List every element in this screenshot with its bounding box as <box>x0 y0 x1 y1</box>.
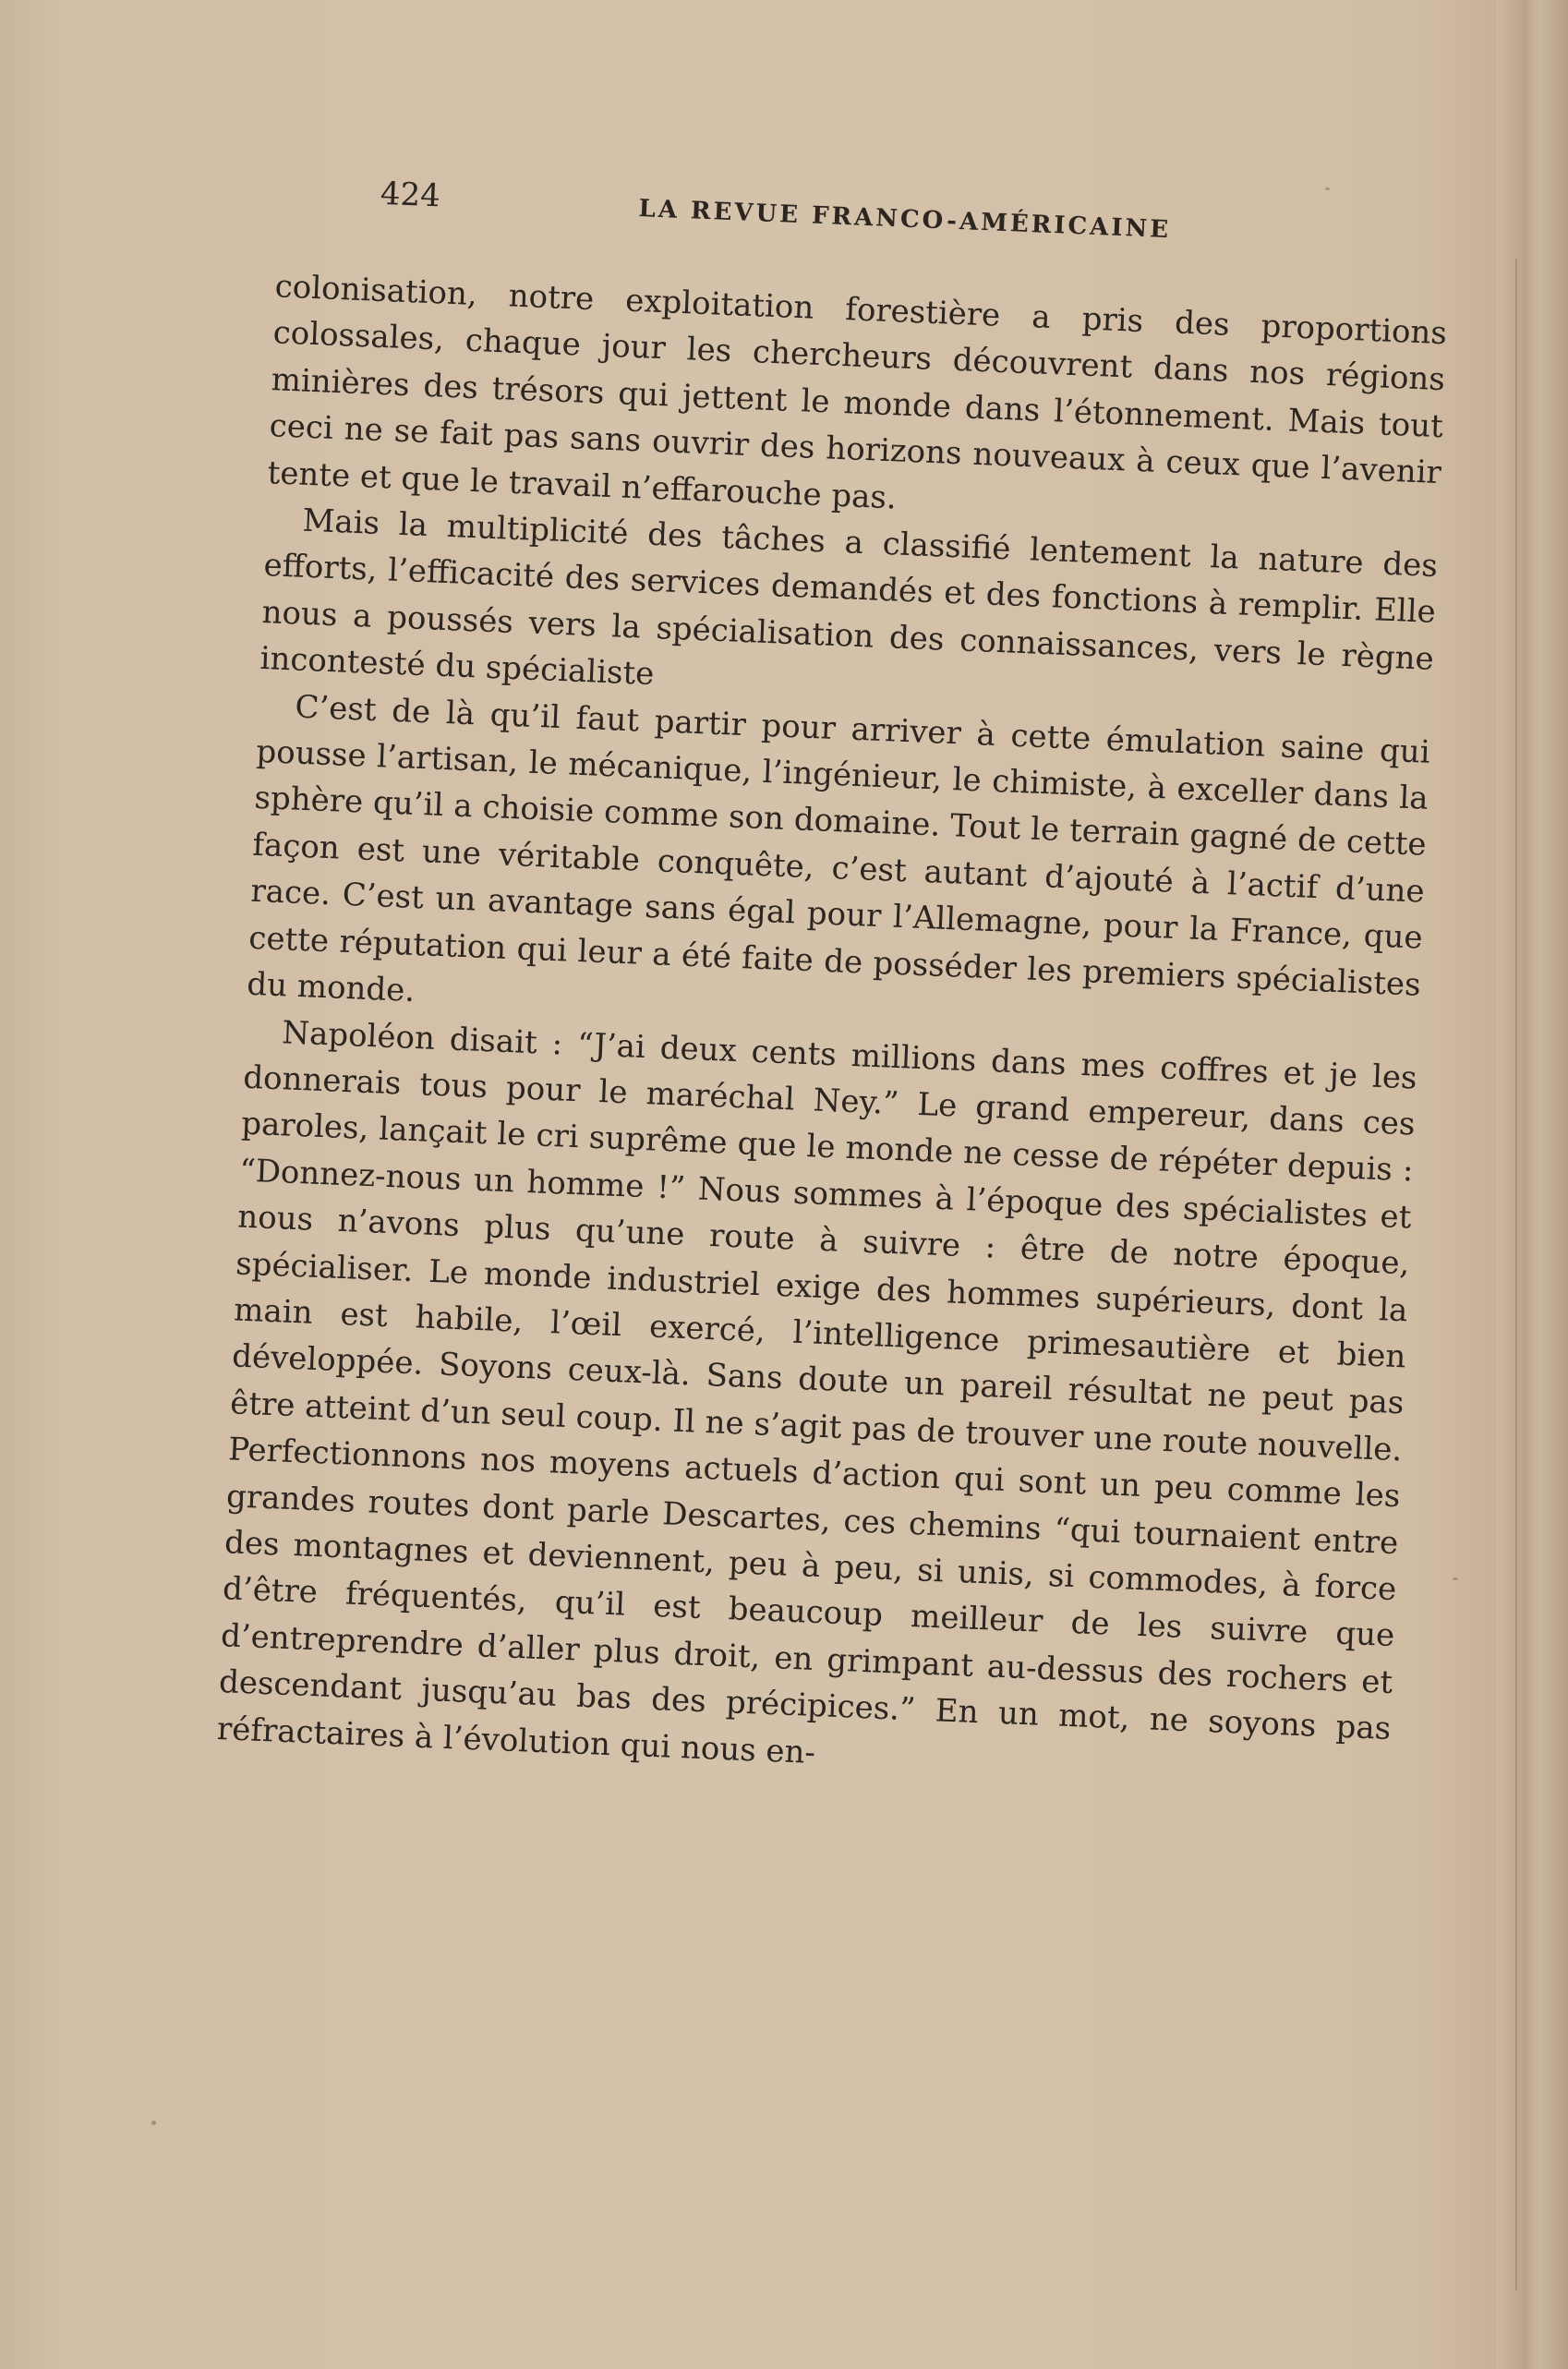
body-text <box>216 263 1448 1799</box>
page-fold-line <box>1515 259 1517 2290</box>
page-number: 424 <box>380 175 441 215</box>
ink-speck <box>1453 1577 1458 1580</box>
paragraph: Napoléon disait : “J’ai deux cents millions dans mes coffres et je les donnerais tous pour le maréchal Ney.” Le grand empereur, dans ces paroles, lançait le cri suprême que le monde ne cesse de répéter depuis : “Donnez-nous un homme !” Nous sommes à l’époque des spécialistes et nous n’avons plus qu’une route à suivre : être de notre époque, spécialiser. Le monde industriel exige des hommes supérieurs, dont la main est habile, l’œil exercé, l’intelligence primesautière et bien développée. Soyons ceux-là. Sans doute un pareil résultat ne peut pas être atteint d’un seul coup. Il ne s’agit pas de trouver une route nouvelle. Perfectionnons nos moyens actuels d’action qui sont un peu comme les grandes routes dont parle Descartes, ces chemins “qui tournaient entre des montagnes et deviennent, peu à peu, si unis, si commodes, à force d’être fréquentés, qu’il est beaucoup meilleur de les suivre que d’entreprendre d’aller plus droit, en grimpant au-dessus des rochers et descendant jusqu’au bas des précipices.” En un mot, ne soyons pas réfractaires à l’évolution qui nous en- <box>216 1013 1418 1771</box>
printed-page <box>201 162 1452 2174</box>
page-edge <box>1496 0 1568 2369</box>
paragraph: Mais la multiplicité des tâches a classifié lentement la nature des efforts, l’efficacité des services demandés et des fonctions à remplir. Elle nous a poussés vers la spécialisation des connaissances, vers le règne incontesté du spécialiste <box>259 502 1439 694</box>
paragraph: colonisation, notre exploitation forestière a pris des proportions colossales, chaque jour les chercheurs découvrent dans nos régions minières des trésors qui jettent le monde dans l’étonnement. Mais tout ceci ne se fait pas sans ouvrir des horizons nouveaux à ceux que l’avenir tente et que le travail n’effarouche pas. <box>266 268 1448 517</box>
ink-speck <box>151 2121 156 2125</box>
running-title: LA REVUE FRANCO-AMÉRICAINE <box>637 195 1172 245</box>
ink-speck <box>1325 187 1330 190</box>
paragraph: C’est de là qu’il faut partir pour arriver à cette émulation saine qui pousse l’artisan, le mécanique, l’ingénieur, le chimiste, à exceller dans la sphère qu’il a choisie comme son domaine. Tout le terrain gagné de cette façon est une véritable conquête, c’est autant d’ajouté à l’actif d’une race. C’est un avantage sans égal pour l’Allemagne, pour la France, que cette réputation qui leur a été faite de posséder les premiers spécialistes du monde. <box>246 688 1431 1010</box>
